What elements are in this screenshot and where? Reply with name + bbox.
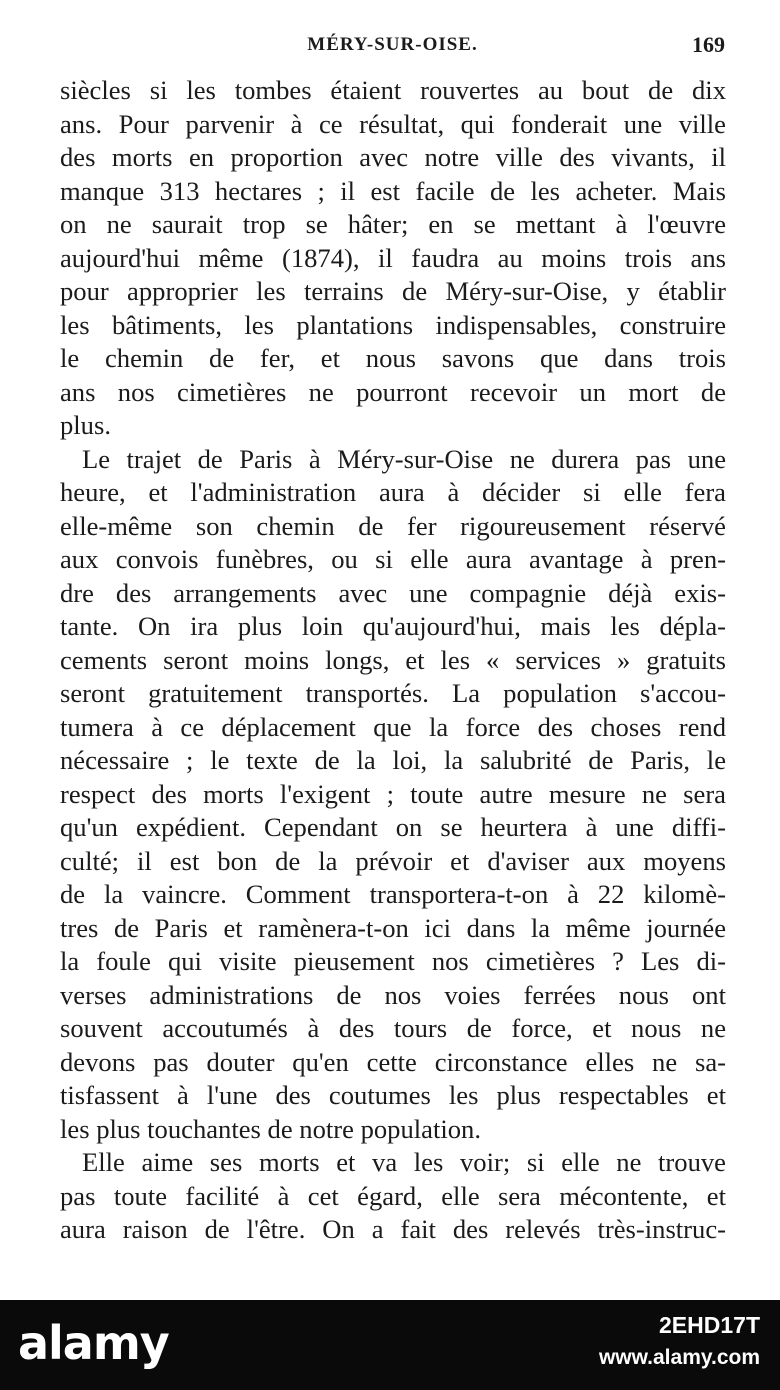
text-line: tumera à ce déplacement que la force des choses rend xyxy=(60,711,726,742)
text-line: Elle aime ses morts et va les voir; si elle ne trouve xyxy=(82,1147,726,1177)
running-title: MÉRY-SUR-OISE. xyxy=(307,34,478,55)
alamy-logo: alamy xyxy=(18,1316,169,1370)
text-line: verses administrations de nos voies ferrées nous ont xyxy=(60,979,726,1010)
text-line: manque 313 hectares ; il est facile de les acheter. Mais xyxy=(60,175,726,206)
image-id: 2EHD17T xyxy=(659,1312,760,1338)
text-line: on ne saurait trop se hâter; en se mettant à l'œuvre xyxy=(60,209,726,239)
text-line: aura raison de l'être. On a fait des relevés très-instruc- xyxy=(60,1214,726,1244)
text-line: qu'un expédient. Cependant on se heurtera à une diffi- xyxy=(60,812,726,842)
text-line: aux convois funèbres, ou si elle aura avantage à pren- xyxy=(60,544,726,574)
text-line: pas toute facilité à cet égard, elle sera mécontente, et xyxy=(60,1180,726,1211)
text-line: culté; il est bon de la prévoir et d'aviser aux moyens xyxy=(60,845,726,876)
text-line: le chemin de fer, et nous savons que dans trois xyxy=(60,343,726,373)
text-line: devons pas douter qu'en cette circonstance elles ne sa- xyxy=(60,1046,726,1077)
site-url: www.alamy.com xyxy=(598,1346,760,1369)
text-line: elle-même son chemin de fer rigoureusement réservé xyxy=(60,510,726,541)
page-header xyxy=(60,28,725,64)
watermark-banner xyxy=(0,1300,780,1390)
text-line: respect des morts l'exigent ; toute autre mesure ne sera xyxy=(60,778,726,809)
text-line: souvent accoutumés à des tours de force, et nous ne xyxy=(60,1013,726,1043)
text-line: aujourd'hui même (1874), il faudra au moins trois ans xyxy=(60,242,726,273)
page-number: 169 xyxy=(692,32,725,57)
text-line: tante. On ira plus loin qu'aujourd'hui, mais les dépla- xyxy=(60,611,726,641)
text-line: nécessaire ; le texte de la loi, la salubrité de Paris, le xyxy=(60,745,726,775)
text-line: pour approprier les terrains de Méry-sur-Oise, y établir xyxy=(60,276,726,306)
text-line: heure, et l'administration aura à décider si elle fera xyxy=(60,477,726,507)
text-line: cements seront moins longs, et les « services » gratuits xyxy=(60,644,726,675)
text-line: seront gratuitement transportés. La population s'accou- xyxy=(60,678,726,708)
text-line: dre des arrangements avec une compagnie déjà exis- xyxy=(60,577,726,608)
text-line: Le trajet de Paris à Méry-sur-Oise ne durera pas une xyxy=(82,443,726,474)
text-line: des morts en proportion avec notre ville des vivants, il xyxy=(60,142,726,172)
body-text xyxy=(60,74,726,1247)
text-line: ans. Pour parvenir à ce résultat, qui fonderait une ville xyxy=(60,108,726,139)
text-line: la foule qui visite pieusement nos cimetières ? Les di- xyxy=(60,946,726,976)
text-line: ans nos cimetières ne pourront recevoir un mort de xyxy=(60,376,726,407)
text-line: de la vaincre. Comment transportera-t-on à 22 kilomè- xyxy=(60,879,726,909)
text-line: siècles si les tombes étaient rouvertes au bout de dix xyxy=(60,75,726,105)
text-line: plus. xyxy=(60,410,111,440)
text-line: les bâtiments, les plantations indispensables, construire xyxy=(60,309,726,340)
text-line: tres de Paris et ramènera-t-on ici dans la même journée xyxy=(60,912,726,943)
text-line: tisfassent à l'une des coutumes les plus respectables et xyxy=(60,1080,726,1110)
text-line: les plus touchantes de notre population. xyxy=(60,1113,481,1144)
